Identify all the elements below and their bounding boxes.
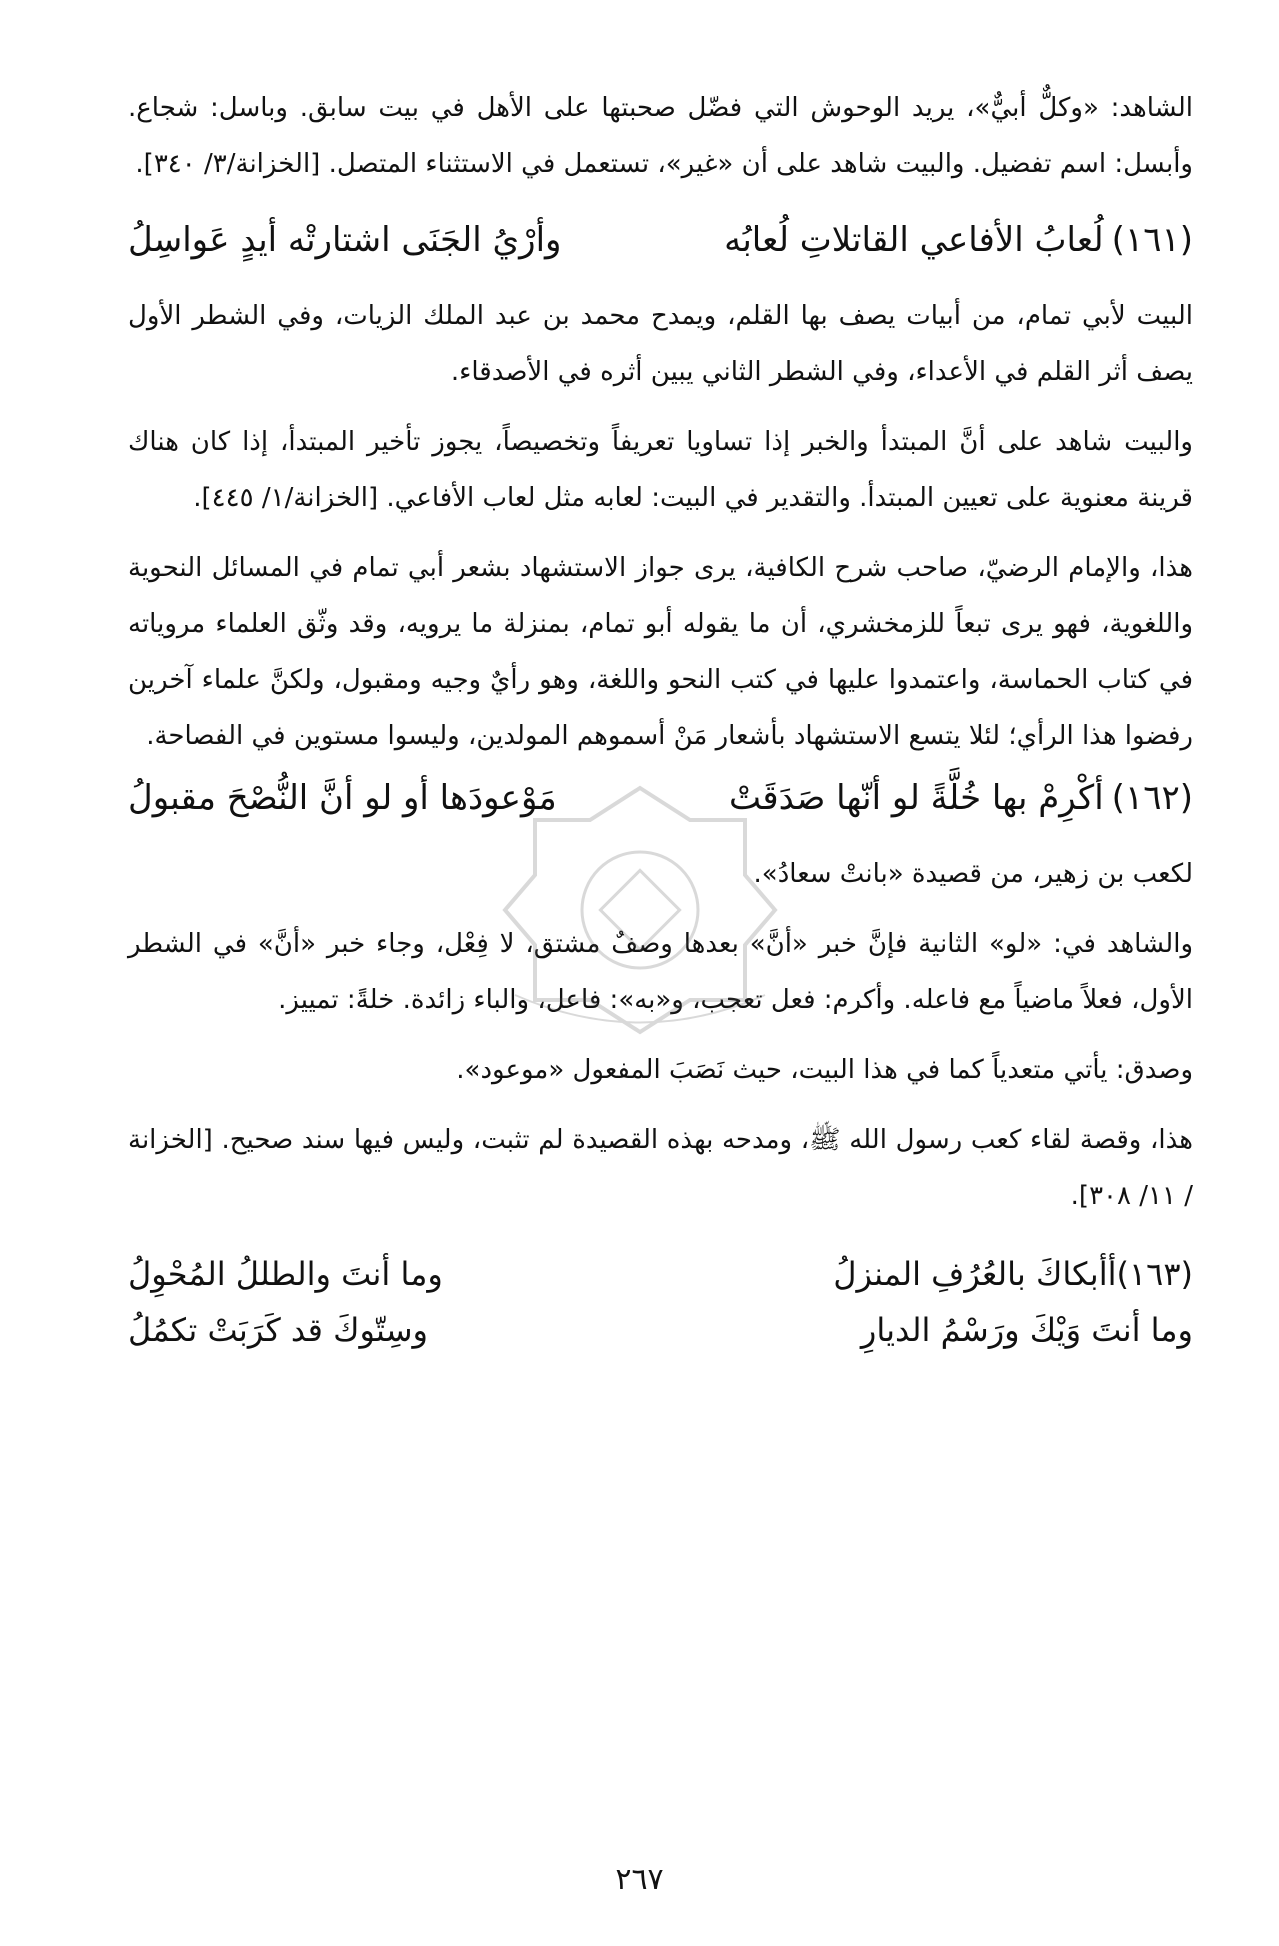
verse-161-second-hemistich: وأرْيُ الجَنَى اشتارتْه أيدٍ عَواسِلُ xyxy=(128,220,562,260)
paragraph-radi-opinion: هذا، والإمام الرضيّ، صاحب شرح الكافية، يرى جواز الاستشهاد بشعر أبي تمام في المسائل النحوية واللغوية، فهو يرى تبعاً للزمخشري، أن ما يقوله أبو تمام، بمنزلة ما يرويه، وقد وثّق العلماء مروياته في كتاب الحماسة، واعتمدوا عليها في كتب النحو واللغة، وهو رأيٌ وجيه ومقبول، ولكنَّ علماء آخرين رفضوا هذا الرأي؛ لئلا يتسع الاستشهاد بأشعار مَنْ أسموهم المولدين، وليسوا مستوين في الفصاحة. xyxy=(128,553,1193,751)
verse-163-line-2-first: وما أنتَ وَيْكَ ورَسْمُ الديارِ xyxy=(860,1311,1193,1349)
verse-163-line-1-second: وما أنتَ والطللُ المُحْوِلُ xyxy=(128,1255,443,1293)
page-number: ٢٦٧ xyxy=(615,1862,664,1897)
paragraph-sadaqa: وصدق: يأتي متعدياً كما في هذا البيت، حيث نَصَبَ المفعول «موعود». xyxy=(456,1055,1193,1085)
verse-162 xyxy=(128,764,1193,832)
verse-text: أأبكاكَ بالعُرُفِ المنزلُ xyxy=(833,1255,1117,1293)
verse-163-line-1-first xyxy=(833,1246,1193,1302)
verse-162-second-hemistich: مَوْعودَها أو لو أنَّ النُّصْحَ مقبولُ xyxy=(128,778,557,818)
verse-number: (١٦٢) xyxy=(1111,778,1193,818)
verse-text: أكْرِمْ بها خُلَّةً لو أنّها صَدَقَتْ xyxy=(728,778,1104,818)
verse-163-line-2 xyxy=(128,1302,1193,1358)
paragraph-shahid-law: والشاهد في: «لو» الثانية فإنَّ خبر «أنَّ» بعدها وصفٌ مشتق، لا فِعْل، وجاء خبر «أنَّ» في الشطر الأول، فعلاً ماضياً مع فاعله. وأكرم: فعل تعجب، و«به»: فاعل، والباء زائدة. خلةً: تمييز. xyxy=(128,929,1193,1015)
verse-161-first-hemistich xyxy=(724,206,1193,274)
verse-161 xyxy=(128,206,1193,274)
paragraph-kaab-attribution: لكعب بن زهير، من قصيدة «بانتْ سعادُ». xyxy=(753,859,1193,889)
verse-162-first-hemistich xyxy=(729,764,1193,832)
verse-text: لُعابُ الأفاعي القاتلاتِ لُعابُه xyxy=(724,220,1104,260)
verse-163-line-1 xyxy=(128,1246,1193,1302)
verse-number: (١٦٣) xyxy=(1116,1255,1193,1293)
paragraph-mubtada-khabar: والبيت شاهد على أنَّ المبتدأ والخبر إذا تساويا تعريفاً وتخصيصاً، يجوز تأخير المبتدأ، إذا كان هناك قرينة معنوية على تعيين المبتدأ. والتقدير في البيت: لعابه مثل لعاب الأفاعي. [الخزانة/١/ ٤٤٥]. xyxy=(128,427,1193,513)
paragraph-shahid-commentary: الشاهد: «وكلٌّ أبيٌّ»، يريد الوحوش التي فضّل صحبتها على الأهل في بيت سابق. وباسل: شجاع. وأبسل: اسم تفضيل. والبيت شاهد على أن «غير»، تستعمل في الاستثناء المتصل. [الخزانة/٣/ ٣٤٠]. xyxy=(128,93,1193,179)
paragraph-abu-tammam: البيت لأبي تمام، من أبيات يصف بها القلم، ويمدح محمد بن عبد الملك الزيات، وفي الشطر الأول يصف أثر القلم في الأعداء، وفي الشطر الثاني يبين أثره في الأصدقاء. xyxy=(128,301,1193,387)
verse-163 xyxy=(128,1246,1193,1358)
paragraph-story-note: هذا، وقصة لقاء كعب رسول الله ﷺ، ومدحه بهذه القصيدة لم تثبت، وليس فيها سند صحيح. [الخزانة / ١١/ ٣٠٨]. xyxy=(128,1125,1193,1211)
verse-number: (١٦١) xyxy=(1111,220,1193,260)
page-body xyxy=(128,80,1193,1358)
verse-163-line-2-second: وسِتّوكَ قد كَرَبَتْ تكمُلُ xyxy=(128,1311,428,1349)
